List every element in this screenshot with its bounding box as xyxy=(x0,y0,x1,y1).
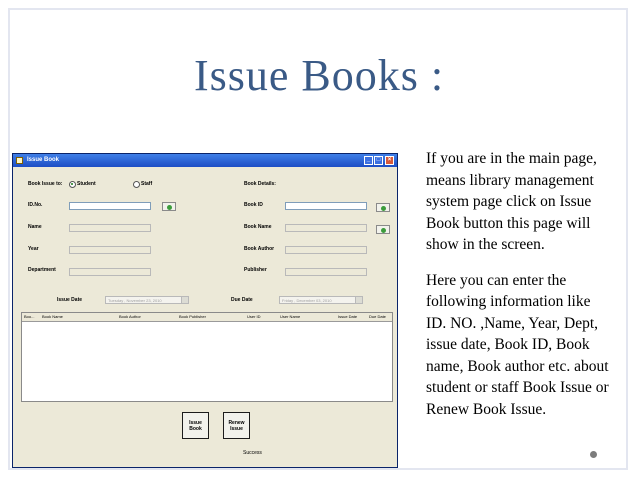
renew-issue-button[interactable] xyxy=(223,412,250,439)
description xyxy=(426,148,612,434)
column-header[interactable]: Book Name xyxy=(42,314,63,319)
description-paragraph-2: Here you can enter the following information like ID. NO. ,Name, Year, Dept, issue date, Book ID, Book name, Book author etc. about student or staff Book Issue or Renew Book Issue. xyxy=(426,271,609,418)
name-field xyxy=(69,224,151,232)
book-author-label: Book Author xyxy=(244,246,275,252)
description-paragraph-1: If you are in the main page, means library management system page click on Issue Book button this page will show in the screen. xyxy=(426,150,597,253)
id-no-input[interactable] xyxy=(69,202,151,210)
year-field xyxy=(69,246,151,254)
student-radio[interactable] xyxy=(69,181,76,188)
id-no-label: ID.No. xyxy=(28,202,43,208)
publisher-field xyxy=(285,268,367,276)
book-name-field xyxy=(285,224,367,232)
issue-date-picker[interactable] xyxy=(105,296,189,304)
column-header[interactable]: User ID xyxy=(247,314,261,319)
book-author-field xyxy=(285,246,367,254)
book-name-label: Book Name xyxy=(244,224,272,230)
renew-issue-label-line1: Renew xyxy=(228,419,245,426)
issue-date-label: Issue Date xyxy=(57,297,83,303)
book-details-label: Book Details: xyxy=(244,181,276,187)
department-label: Department xyxy=(28,267,56,273)
renew-issue-label-line2: Issue xyxy=(230,425,243,432)
column-header[interactable]: Book Publisher xyxy=(179,314,206,319)
issue-book-window xyxy=(12,153,398,468)
due-date-label: Due Date xyxy=(231,297,253,303)
window-title: Issue Book xyxy=(27,157,60,163)
close-icon[interactable]: × xyxy=(385,156,394,165)
issue-book-label-line1: Issue xyxy=(189,419,202,426)
column-header[interactable]: Boo... xyxy=(24,314,35,319)
minimize-icon[interactable]: _ xyxy=(364,156,373,165)
department-field xyxy=(69,268,151,276)
staff-radio[interactable] xyxy=(133,181,140,188)
book-id-input[interactable] xyxy=(285,202,367,210)
staff-label: Staff xyxy=(141,181,153,187)
book-search-button[interactable] xyxy=(376,203,390,212)
issued-books-grid[interactable] xyxy=(21,312,393,402)
student-label: Student xyxy=(77,181,96,187)
issue-book-button[interactable] xyxy=(182,412,209,439)
due-date-picker[interactable] xyxy=(279,296,363,304)
window-app-icon xyxy=(16,157,23,164)
id-search-button[interactable] xyxy=(162,202,176,211)
column-header[interactable]: Book Author xyxy=(119,314,141,319)
chevron-down-icon[interactable] xyxy=(355,297,362,303)
column-header[interactable]: Due Date xyxy=(369,314,386,319)
book-issue-to-label: Book Issue to: xyxy=(28,181,63,187)
issue-book-label-line2: Book xyxy=(189,425,202,432)
publisher-label: Publisher xyxy=(244,267,267,273)
slide-title: Issue Books : xyxy=(193,51,445,100)
name-label: Name xyxy=(28,224,42,230)
issue-date-value: Tuesday , November 23, 2010 xyxy=(108,298,162,303)
maximize-icon[interactable]: □ xyxy=(374,156,383,165)
book-id-label: Book ID xyxy=(244,202,263,208)
slide-bullet-dot xyxy=(590,451,597,458)
window-titlebar[interactable] xyxy=(13,154,397,167)
chevron-down-icon[interactable] xyxy=(181,297,188,303)
column-header[interactable]: Issue Date xyxy=(338,314,358,319)
due-date-value: Friday , December 03, 2010 xyxy=(282,298,332,303)
year-label: Year xyxy=(28,246,39,252)
status-text: Success xyxy=(243,450,262,456)
grid-header xyxy=(22,313,392,322)
book-name-search-button[interactable] xyxy=(376,225,390,234)
column-header[interactable]: User Name xyxy=(280,314,301,319)
